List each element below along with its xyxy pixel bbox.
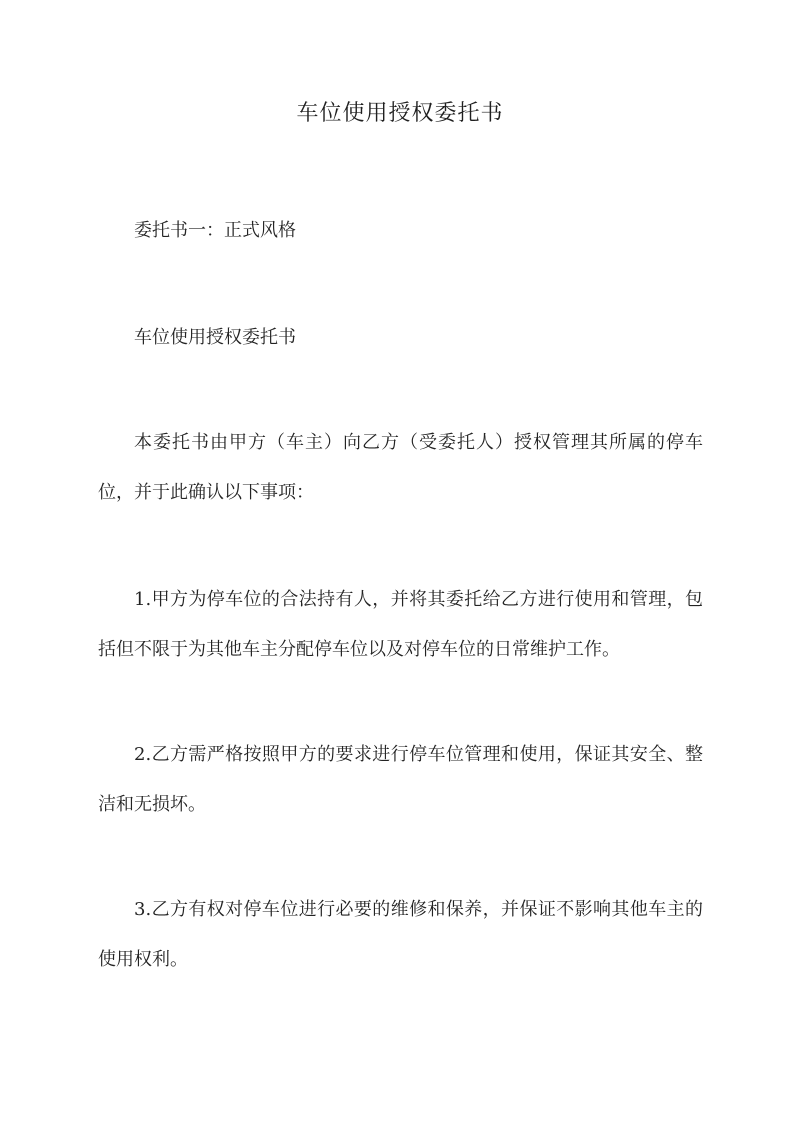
- document-title: 车位使用授权委托书: [296, 101, 504, 126]
- document-subtitle: 车位使用授权委托书: [134, 327, 296, 348]
- clause-3: 3.乙方有权对停车位进行必要的维修和保养，并保证不影响其他车主的使用权利。: [98, 899, 703, 970]
- intro-paragraph: 本委托书由甲方（车主）向乙方（受委托人）授权管理其所属的停车位，并于此确认以下事项：: [98, 432, 703, 503]
- clause-2: 2.乙方需严格按照甲方的要求进行停车位管理和使用，保证其安全、整洁和无损坏。: [98, 744, 703, 815]
- clause-1: 1.甲方为停车位的合法持有人，并将其委托给乙方进行使用和管理，包括但不限于为其他车主分配停车位以及对停车位的日常维护工作。: [98, 589, 703, 660]
- section-heading: 委托书一：正式风格: [134, 220, 296, 241]
